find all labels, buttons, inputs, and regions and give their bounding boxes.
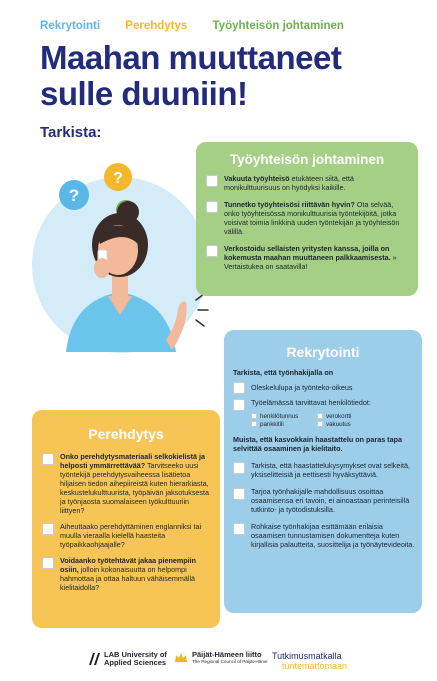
leadership-item-3-text: » Vertaistukea on saatavilla! bbox=[224, 253, 397, 271]
orientation-item-2 bbox=[42, 522, 212, 549]
nav-leadership: Työyhteisön johtaminen bbox=[212, 20, 344, 32]
leadership-item-2-text: Ota selvää, onko työyhteisössä monikulttuurisia työntekijöitä, jotka voisivat toimia linkkinä uuden työntekijän ja työyhteisön välillä. bbox=[224, 200, 400, 236]
orientation-item-3 bbox=[42, 556, 212, 592]
question-bubble-orange-icon bbox=[104, 163, 132, 191]
recruiting-option-4: Tarjoa työnhakijalle mahdollisuus osoittaa osaamisensa eri tavoin, ei ainoastaan perinteisillä tutkinto- ja työtodistuksilla. bbox=[233, 487, 416, 514]
orientation-item-3-text: jolloin kokonaisuutta on helpompi hahmottaa ja ottaa haltuun vähäisemmällä kielitaidolla? bbox=[60, 565, 196, 592]
checkbox[interactable] bbox=[206, 175, 218, 187]
leadership-item-2 bbox=[206, 200, 410, 236]
checkbox[interactable] bbox=[233, 399, 245, 411]
svg-text:?: ? bbox=[68, 186, 80, 205]
leadership-item-3 bbox=[206, 244, 410, 271]
check-label: Tarkista: bbox=[40, 124, 102, 141]
orientation-card-title: Perehdytys bbox=[88, 426, 164, 442]
leadership-card bbox=[196, 142, 418, 296]
orientation-item-1-text: Tarvitseeko uusi työntekijä perehdytysvaiheessa lisätietoa hiljaisen tiedon aihepiireistä kuten hierarkiasta, keskustelukulttuurista, työpäivän jaksotuksesta ja työnjaosta suomalaiseen työkulttuuriin liittyen? bbox=[60, 461, 210, 515]
orientation-item-1-bold: Onko perehdytysmateriaali selkokielistä ja helposti ymmärrettävää? bbox=[60, 452, 206, 470]
tutkimusmatkalla-logo: Tutkimusmatkalla tuntemattomaan bbox=[272, 651, 348, 671]
checkbox[interactable] bbox=[317, 413, 323, 419]
checkbox[interactable] bbox=[251, 413, 257, 419]
leadership-item-1-text: etukäteen siitä, että monikulttuurisuus on hyödyksi kaikille. bbox=[224, 174, 354, 192]
checkbox[interactable] bbox=[233, 523, 245, 535]
checkbox[interactable] bbox=[233, 488, 245, 500]
recruiting-option-1: Oleskelulupa ja työnteko-oikeus bbox=[233, 381, 416, 394]
headline-line-2: sulle duuniin! bbox=[40, 75, 248, 112]
svg-text:?: ? bbox=[113, 170, 123, 187]
checkbox[interactable] bbox=[42, 523, 54, 535]
leadership-item-1-bold: Vakuuta työyhteisö bbox=[224, 174, 290, 183]
lab-logo: LAB University of Applied Sciences bbox=[88, 651, 167, 667]
orientation-item-1 bbox=[42, 452, 212, 515]
checkbox[interactable] bbox=[42, 557, 54, 569]
checkbox[interactable] bbox=[233, 462, 245, 474]
leadership-item-1 bbox=[206, 174, 410, 192]
footer-logos bbox=[0, 641, 437, 671]
regional-council-logo: Päijät-Hämeen liitto The Regional Council of Päijät-Häme bbox=[174, 651, 268, 665]
recruiting-intro: Tarkista, että työnhakijalla on bbox=[233, 368, 334, 377]
checkbox[interactable] bbox=[206, 245, 218, 257]
recruiting-option-5: Rohkaise työnhakijaa esittämään erilaisia osaamisen tunnustamisen dokumentteja kuten kirjallisia palautteita, suosittelija ja työnäytevideoita. bbox=[233, 522, 416, 549]
crown-icon bbox=[174, 652, 188, 664]
headline bbox=[40, 40, 420, 112]
recruiting-card bbox=[224, 330, 422, 613]
nav-recruiting: Rekrytointi bbox=[40, 20, 101, 32]
question-bubble-blue-icon bbox=[59, 180, 89, 210]
checkbox[interactable] bbox=[206, 201, 218, 213]
lab-mark-icon bbox=[88, 652, 100, 666]
recruiting-card-title: Rekrytointi bbox=[286, 344, 360, 360]
leadership-card-title: Työyhteisön johtaminen bbox=[229, 152, 385, 167]
leadership-item-2-bold: Tunnetko työyhteisösi riittävän hyvin? bbox=[224, 200, 355, 209]
personal-details-list: henkilötunnus verokortti pankkitili vakuutus bbox=[251, 413, 416, 429]
topic-nav bbox=[40, 20, 366, 32]
interview-heading: Muista, että kasvokkain haastattelu on paras tapa selvittää osaaminen ja kielitaito. bbox=[233, 435, 402, 453]
checkbox[interactable] bbox=[317, 421, 323, 427]
orientation-item-2-text: Aiheuttaako perehdyttäminen englanniksi tai muulla vieraalla kielellä haasteita työpaikkaohjaajalle? bbox=[60, 522, 202, 549]
checkbox[interactable] bbox=[42, 453, 54, 465]
checkbox[interactable] bbox=[233, 382, 245, 394]
checkbox[interactable] bbox=[251, 421, 257, 427]
recruiting-option-2: Työelämässä tarvittavat henkilötiedot: bbox=[233, 398, 416, 411]
orientation-card bbox=[32, 410, 220, 628]
orientation-item-3-bold: Voidaanko työtehtävät jakaa pienempiin osiin, bbox=[60, 556, 197, 574]
leadership-item-3-bold: Verkostoidu sellaisten yritysten kanssa, joilla on kokemusta maahan muuttaneen palkkaamisesta. bbox=[224, 244, 391, 262]
headline-line-1: Maahan muuttaneet bbox=[40, 39, 342, 76]
nav-orientation: Perehdytys bbox=[125, 20, 188, 32]
recruiting-option-3: Tarkista, että haastattelukysymykset ovat selkeitä, yksiselitteisiä ja eettisesti hyväksyttäviä. bbox=[233, 461, 416, 479]
